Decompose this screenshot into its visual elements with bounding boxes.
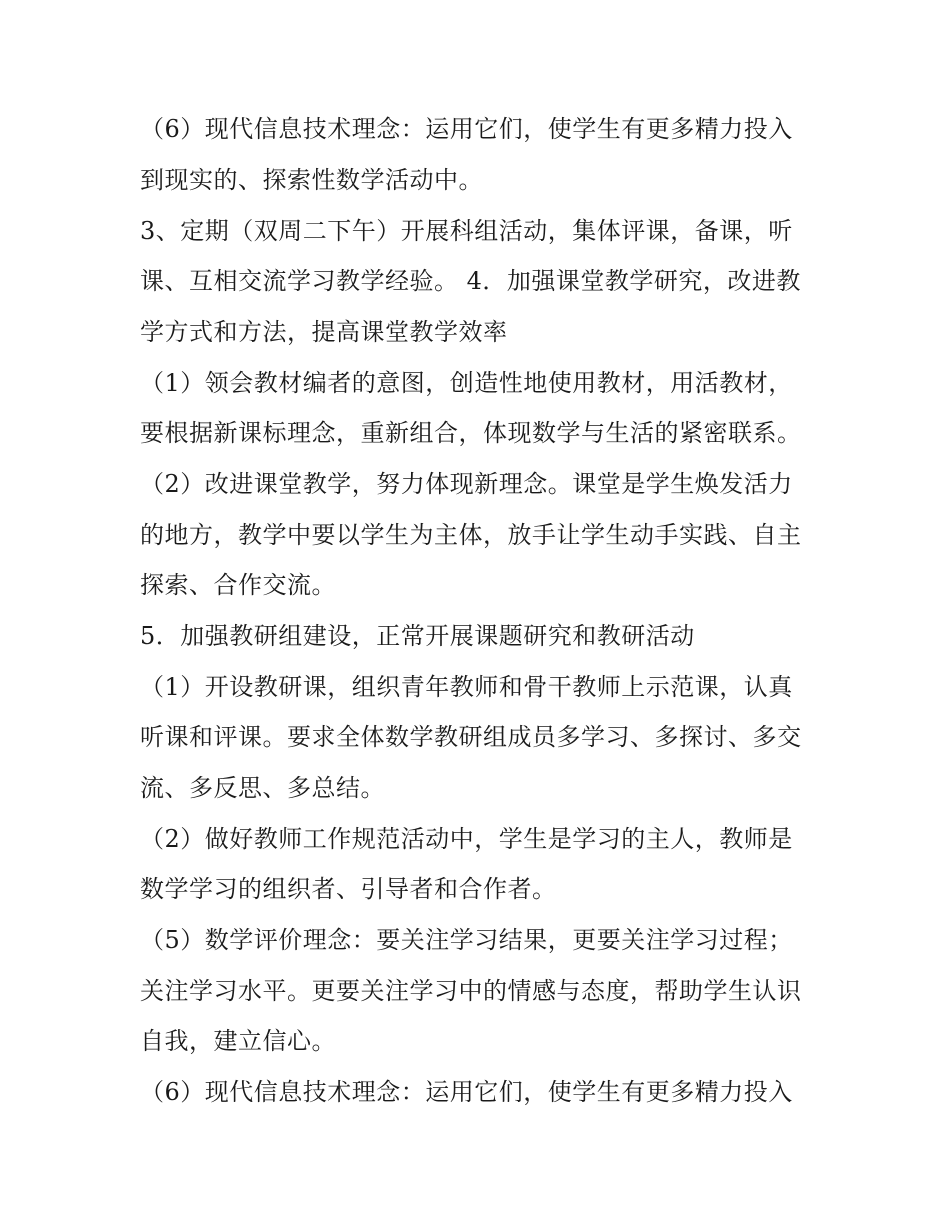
text-line: 关注学习水平。更要关注学习中的情感与态度，帮助学生认识 bbox=[140, 977, 802, 1005]
text-line: （1）领会教材编者的意图，创造性地使用教材，用活教材， bbox=[140, 369, 793, 397]
text-line: 听课和评课。要求全体数学教研组成员多学习、多探讨、多交 bbox=[140, 723, 802, 751]
text-line: 课、互相交流学习教学经验。 4．加强课堂教学研究，改进教 bbox=[140, 267, 801, 295]
text-line: （5）数学评价理念：要关注学习结果，更要关注学习过程； bbox=[140, 926, 793, 954]
text-line: 5．加强教研组建设，正常开展课题研究和教研活动 bbox=[140, 622, 695, 650]
text-line: 要根据新课标理念，重新组合，体现数学与生活的紧密联系。 bbox=[140, 419, 802, 447]
text-line: 到现实的、探索性数学活动中。 bbox=[140, 166, 483, 194]
text-line: （6）现代信息技术理念：运用它们，使学生有更多精力投入 bbox=[140, 115, 793, 143]
text-line: （1）开设教研课，组织青年教师和骨干教师上示范课，认真 bbox=[140, 673, 793, 701]
text-line: 学方式和方法，提高课堂教学效率 bbox=[140, 318, 508, 346]
text-line: 3、定期（双周二下午）开展科组活动，集体评课，备课，听 bbox=[140, 217, 793, 245]
text-line: 自我，建立信心。 bbox=[140, 1027, 336, 1055]
text-line: 探索、合作交流。 bbox=[140, 571, 336, 599]
text-line: 数学学习的组织者、引导者和合作者。 bbox=[140, 875, 557, 903]
text-line: （2）改进课堂教学，努力体现新理念。课堂是学生焕发活力 bbox=[140, 470, 793, 498]
text-line: 流、多反思、多总结。 bbox=[140, 774, 385, 802]
text-line: （6）现代信息技术理念：运用它们，使学生有更多精力投入 bbox=[140, 1078, 793, 1106]
text-line: （2）做好教师工作规范活动中，学生是学习的主人，教师是 bbox=[140, 825, 793, 853]
text-line: 的地方，教学中要以学生为主体，放手让学生动手实践、自主 bbox=[140, 521, 802, 549]
